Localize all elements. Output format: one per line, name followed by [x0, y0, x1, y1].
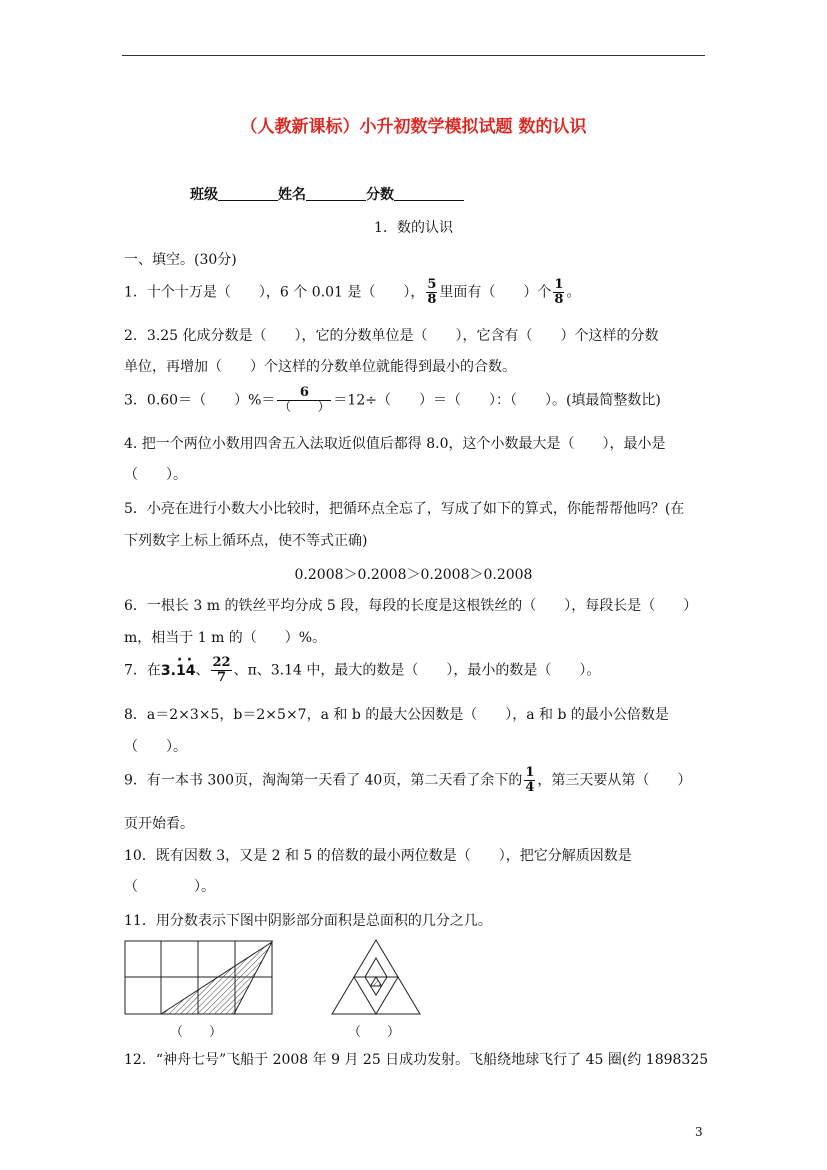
question-1	[124, 278, 580, 307]
figure-1-answer-blank: （ ）	[170, 1025, 223, 1040]
page-number: 3	[695, 1125, 703, 1139]
q1-text-b: 里面有（ ）个	[439, 284, 552, 301]
question-9	[124, 766, 691, 795]
question-8-line-2: （ ）。	[124, 739, 187, 755]
q3-text-b: ＝12÷（ ）＝（ ）：（ ）。(填最简整数比)	[333, 392, 661, 409]
question-2-line-2: 单位，再增加（ ）个这样的分数单位就能得到最小的合数。	[124, 359, 516, 375]
question-5-expression: 0.2008＞0.2008＞0.2008＞0.2008	[294, 567, 533, 583]
fraction: $\frac{5}{8}$	[427, 277, 437, 307]
repeating-decimal: 3.· 1· 4	[161, 663, 196, 679]
score-label: 分数	[366, 187, 394, 203]
grid-figure	[124, 940, 274, 1016]
question-2-line-1: 2．3.25 化成分数是（ ），它的分数单位是（ ），它含有（ ）个这样的分数	[124, 328, 659, 344]
page-title: （人教新课标）小升初数学模拟试题 数的认识	[240, 117, 587, 137]
name-label: 姓名	[278, 187, 306, 203]
info-line	[190, 184, 464, 204]
q9-text-b: ，第三天要从第（ ）	[537, 772, 692, 789]
fraction: $\frac{22}{7}$	[212, 655, 231, 685]
q7-text-a: 7．在	[124, 662, 161, 679]
q9-text-a: 9．有一本书 300页，淘淘第一天看了 40页，第二天看了余下的	[124, 772, 523, 789]
triangle-figure	[330, 938, 422, 1018]
q1-text-c: 。	[566, 284, 581, 301]
question-9-line-2: 页开始看。	[124, 816, 194, 832]
class-blank	[218, 186, 278, 201]
name-blank	[306, 186, 366, 201]
question-11: 11．用分数表示下图中阴影部分面积是总面积的几分之几。	[124, 913, 492, 929]
class-label: 班级	[190, 187, 218, 203]
question-3	[124, 386, 661, 415]
q3-text-a: 3．0.60＝（ ）%＝	[124, 392, 276, 409]
shaded-triangle	[161, 942, 272, 1014]
q7-text-b: 、π、3.14 中，最大的数是（ ），最小的数是（ ）。	[233, 662, 601, 679]
fraction: $\frac{6}{( )}$	[278, 385, 331, 415]
question-12: 12．“神舟七号”飞船于 2008 年 9 月 25 日成功发射。飞船绕地球飞行了 45 圈(约 1898325	[124, 1052, 709, 1068]
fraction: $\frac{1}{4}$	[525, 765, 535, 795]
question-7	[124, 656, 600, 685]
question-6-line-2: m，相当于 1 m 的（ ）%。	[124, 630, 327, 646]
question-6-line-1: 6．一根长 3 m 的铁丝平均分成 5 段，每段的长度是这根铁丝的（ ），每段长是（ ）	[124, 598, 698, 614]
question-4-line-1: 4. 把一个两位小数用四舍五入法取近似值后都得 8.0，这个小数最大是（ ），最小是	[124, 436, 666, 452]
shaded-small-triangle	[371, 977, 382, 986]
part1-heading: 一、填空。(30分)	[124, 252, 237, 268]
question-10-line-1: 10．既有因数 3，又是 2 和 5 的倍数的最小两位数是（ ），把它分解质因数是	[124, 848, 632, 864]
section-title: 1．数的认识	[374, 220, 453, 236]
question-5-line-2: 下列数字上标上循环点，使不等式正确)	[124, 533, 368, 549]
fraction: $\frac{1}{8}$	[554, 277, 564, 307]
figure-2-answer-blank: （ ）	[348, 1025, 401, 1040]
score-blank	[394, 186, 464, 201]
question-4-line-2: （ ）。	[124, 467, 187, 483]
header-rule	[122, 55, 705, 56]
question-5-line-1: 5．小亮在进行小数大小比较时，把循环点全忘了，写成了如下的算式，你能帮帮他吗？(在	[124, 501, 685, 517]
q1-text-a: 1．十个十万是（ ），6 个 0.01 是（ ），	[124, 284, 425, 301]
question-10-line-2: （ ）。	[124, 879, 215, 895]
question-8-line-1: 8．a＝2×3×5，b＝2×5×7，a 和 b 的最大公因数是（ ），a 和 b 的最小公倍数是	[124, 707, 669, 723]
q7-separator: 、	[195, 662, 210, 679]
